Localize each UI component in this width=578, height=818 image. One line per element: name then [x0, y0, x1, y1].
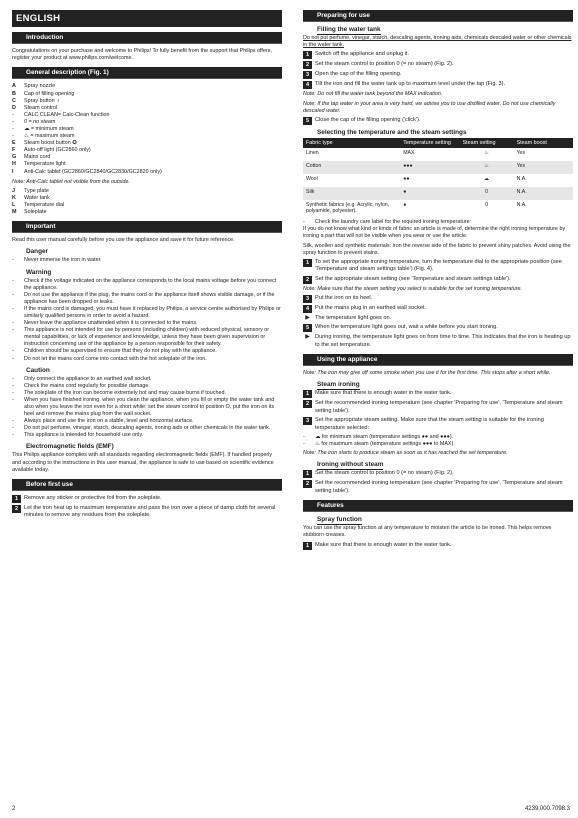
step-item: 3 Set the appropriate steam setting. Make sure that the steam setting is suitable for the ironing temperature selected: — [303, 417, 573, 432]
introduction-heading: Introduction — [12, 32, 282, 44]
step-number: 4 — [303, 305, 312, 313]
table-row: Synthetic fabrics (e.g. Acrylic, nylon, polyamide, polyester). ● 0 N.A. — [306, 202, 527, 215]
step-item: 2 Set the appropriate steam setting (see 'Temperature and steam settings table'). — [303, 276, 573, 284]
arrow-icon: ▶ — [305, 334, 310, 341]
step-number: 1 — [12, 495, 21, 503]
step-item: 4 Tilt the iron and fill the water tank up to maximum level under the tap (Fig. 3). — [303, 81, 573, 89]
step-number: 1 — [303, 51, 312, 59]
list-item: - Children should be supervised to ensure that they do not play with the appliance. — [12, 348, 217, 355]
warning-heading: Warning — [26, 268, 52, 276]
list-item: - ☁ for minimum steam (temperature settings ●● and ●●●). — [303, 433, 454, 440]
step-number: 4 — [303, 81, 312, 89]
list-item: - ♨ for maximum steam (temperature settings ●●● to MAX). — [303, 441, 455, 448]
step-item: 1 Remove any sticker or protective foil from the soleplate. — [12, 495, 282, 503]
step-result: ▶ During ironing, the temperature light goes on from time to time. This indicates that the iron is heating up to the set temperature. — [303, 334, 573, 349]
step-item: 3 Put the iron on its heel. — [303, 295, 573, 303]
list-item: - When you have finished ironing, when you clean the appliance, when you fill or empty the water tank and also when you leave the iron even for a short while: set the steam control to position O, put the iron on its heel and remove the mains plug from the wall socket. — [12, 396, 275, 418]
table-header: Steam setting — [460, 138, 514, 148]
spray-text: You can use the spray function at any temperature to moisten the article to be ironed. This helps remove stubborn creases. — [303, 525, 552, 539]
step-number: 1 — [303, 259, 312, 267]
table-row: Silk ● 0 N.A. — [303, 187, 573, 200]
step-number: 1 — [303, 390, 312, 398]
table-header-row — [303, 138, 573, 148]
list-item: - Only connect the appliance to an earthed wall socket. — [12, 375, 152, 382]
list-item: - Check the mains cord regularly for possible damage. — [12, 382, 150, 389]
list-item: A Spray nozzle — [12, 83, 56, 90]
table-row: Cotton ●●● ♨ Yes — [303, 161, 573, 174]
step-item: 2 Set the steam control to position 0 (= no steam) (Fig. 2). — [303, 61, 573, 69]
arrow-icon: ▶ — [305, 314, 310, 321]
using-heading: Using the appliance — [303, 354, 573, 366]
filling-heading: Filling the water tank — [317, 26, 381, 33]
list-item: L Temperature dial — [12, 202, 65, 209]
step-number: 1 — [303, 542, 312, 550]
important-heading: Important — [12, 221, 282, 233]
list-item: K Water tank — [12, 194, 50, 201]
list-item: - This appliance is not intended for use by persons (including children) with reduced physical, sensory or mental capabilities, or lack of experience and knowledge, unless they have been given supervision or instruction concerning use of the appliance by a person responsible for their safety. — [12, 327, 270, 348]
table-header: Steam boost — [514, 138, 573, 148]
list-item: D Steam control — [12, 104, 58, 111]
step-item: 1 Make sure that there is enough water in the water tank. — [303, 542, 573, 550]
features-heading: Features — [303, 500, 573, 512]
step-number: 1 — [303, 470, 312, 478]
general-description-heading: General description (Fig. 1) — [12, 67, 282, 79]
list-item: - Check if the voltage indicated on the appliance corresponds to the local mains voltage before you connect the appliance. — [12, 277, 277, 291]
caution-heading: Caution — [26, 366, 50, 374]
right-column — [303, 10, 573, 552]
step-item: 1 Switch off the appliance and unplug it. — [303, 51, 573, 59]
preparing-heading: Preparing for use — [303, 10, 573, 22]
general-description-list-2 — [12, 188, 282, 216]
step-item: 4 Put the mains plug in an earthed wall socket. — [303, 305, 573, 313]
list-item: - This appliance is intended for household use only. — [12, 432, 144, 439]
step-item: 5 When the temperature light goes out, wait a while before you start ironing. — [303, 324, 573, 332]
list-item: E Steam boost button ✪ — [12, 140, 77, 147]
step-number: 3 — [303, 71, 312, 79]
step-number: 2 — [303, 61, 312, 69]
language-heading: ENGLISH — [12, 10, 282, 27]
list-item: B Cap of filling opening — [12, 90, 75, 97]
list-item: - 0 = no steam — [12, 118, 56, 125]
step-item: 2 Set the recommended ironing temperature (see chapter 'Preparing for use', 'Temperature and steam setting table'). — [303, 400, 573, 415]
list-item: - The soleplate of the iron can become extremely hot and may cause burns if touched. — [12, 389, 226, 396]
anti-calc-note: Note: Anti-Calc tablet not visible from the outside. — [12, 178, 130, 185]
step-number: 3 — [303, 417, 312, 425]
step-number: 5 — [303, 324, 312, 332]
step-number: 2 — [303, 276, 312, 284]
general-description-list — [12, 83, 282, 175]
step-result: ▶ The temperature light goes on. — [303, 315, 573, 322]
page-number: 2 — [12, 806, 16, 812]
list-item: M Soleplate — [12, 209, 47, 216]
selecting-heading: Selecting the temperature and the steam settings — [317, 129, 467, 137]
document-number: 4239.000.7098.3 — [524, 806, 570, 812]
sel-text-2: If you do not know what kind or kinds of fabric an article is made of, determine the right ironing temperature by ironing a part that will not be visible when you wear or use the article. — [303, 226, 566, 240]
step-item: 3 Open the cap of the filling opening. — [303, 71, 573, 79]
list-item: - Do not let the mains cord come into contact with the hot soleplate of the iron. — [12, 355, 207, 362]
list-item: G Mains cord — [12, 154, 51, 161]
step-number: 2 — [12, 505, 21, 513]
emf-text: This Philips appliance complies with all standards regarding electromagnetic fields (EMF). If handled properly and according to the instructions in this user manual, the appliance is safe to use based on scientific evidence available today. — [12, 452, 274, 473]
settings-table — [303, 138, 573, 216]
step-item: 1 Make sure that there is enough water in the water tank. — [303, 390, 573, 398]
step-number: 2 — [303, 480, 312, 488]
list-item: I Anti-Calc tablet (GC2860/GC2840/GC2830/GC2820 only) — [12, 168, 162, 175]
step-number: 3 — [303, 295, 312, 303]
fill-note-1: Note: Do not fill the water tank beyond the MAX indication. — [303, 91, 443, 98]
step-number: 2 — [303, 400, 312, 408]
no-steam-heading: Ironing without steam — [317, 461, 384, 469]
step-item: 1 Set the steam control to position 0 (= no steam) (Fig. 2). — [303, 470, 573, 478]
steam-ironing-heading: Steam ironing — [317, 381, 360, 389]
step-item: 1 To set the appropriate ironing temperature, turn the temperature dial to the appropriate position (see 'Temperature and steam settings table') (Fig. 4). — [303, 259, 573, 274]
sel-text-3: Silk, woollen and synthetic materials: iron the reverse side of the fabric to prevent shiny patches. Avoid using the spray function to prevent stains. — [303, 242, 571, 256]
step-item: 5 Close the cap of the filling opening ('click'). — [303, 117, 573, 125]
emf-heading: Electromagnetic fields (EMF) — [26, 443, 114, 451]
step-item: 2 Let the iron heat up to maximum temperature and pass the iron over a piece of damp cloth for several minutes to remove any residues from the soleplate. — [12, 505, 282, 520]
table-row: Wool ●● ☁ N.A. — [306, 176, 527, 183]
list-item: C Spray button ♁ — [12, 97, 61, 104]
list-item: - Never immerse the iron in water. — [12, 257, 102, 264]
step-number: 5 — [303, 117, 312, 125]
list-item: H Temperature light — [12, 161, 66, 168]
list-item: - ☁ = minimum steam — [12, 125, 74, 132]
list-item: - CALC CLEAN= Calc-Clean function — [12, 111, 110, 118]
list-item: - Check the laundry care label for the required ironing temperature: — [303, 219, 472, 226]
list-item: - Never leave the appliance unattended when it is connected to the mains. — [12, 320, 198, 327]
fill-note-2: Note: If the tap water in your area is very hard, we advise you to use distilled water. Do not use chemically descaled water. — [303, 100, 556, 114]
table-header: Temperature setting — [400, 138, 459, 148]
danger-heading: Danger — [26, 248, 49, 256]
using-note: Note: The iron may give off some smoke when you use it for the first time. This stops after a short while. — [303, 370, 551, 377]
list-item: - Always place and use the iron on a stable, level and horizontal surface. — [12, 418, 194, 425]
important-text: Read this user manual carefully before you use the appliance and save it for future reference. — [12, 237, 235, 244]
list-item: F Auto-off light (GC2860 only) — [12, 147, 91, 154]
sel-note: Note: Make sure that the steam setting you select is suitable for the set ironing temperature. — [303, 285, 523, 292]
filling-warning: Do not put perfume, vinegar, starch, descaling agents, ironing aids, chemicals descaled water or other chemicals in the water tank. — [303, 35, 572, 49]
table-header: Fabric type — [303, 138, 400, 148]
list-item: - Do not use the appliance if the plug, the mains cord or the appliance itself shows visible damage, or if the appliance has been dropped or leaks. — [12, 291, 275, 305]
list-item: - If the mains cord is damaged, you must have it replaced by Philips, a service centre authorised by Philips or similarly qualified persons in order to avoid a hazard. — [12, 305, 281, 319]
left-column — [12, 10, 282, 522]
table-row: Linen MAX ♨ Yes — [306, 150, 526, 157]
spray-heading: Spray function — [317, 516, 362, 524]
list-item: J Type plate — [12, 187, 49, 194]
before-first-use-heading: Before first use — [12, 479, 282, 491]
list-item: - Do not put perfume, vinegar, starch, descaling agents, ironing aids or other chemicals in the water tank. — [12, 425, 271, 432]
list-item: - ♨ = maximum steam — [12, 133, 75, 140]
introduction-text: Congratulations on your purchase and welcome to Philips! To fully benefit from the support that Philips offers, register your product at www.philips.com/welcome. — [12, 48, 272, 62]
step-item: 2 Set the recommended ironing temperature (see chapter 'Preparing for use', 'Temperature and steam setting table'). — [303, 480, 573, 495]
steam-note: Note: The iron starts to produce steam as soon as it has reached the set temperature. — [303, 450, 508, 457]
